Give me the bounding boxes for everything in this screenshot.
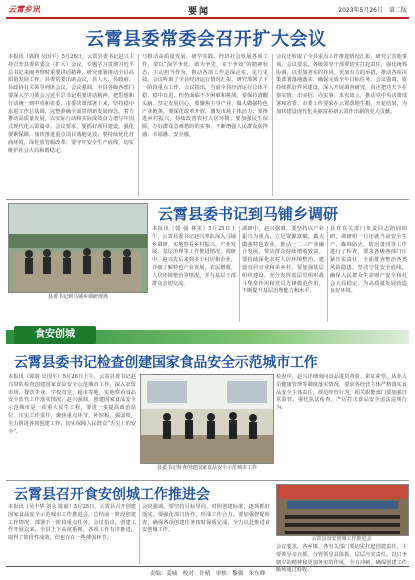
article2-column-1: 本报讯（郭 强 林美）5月25日上午，云霄县委书记赵兴率队深入马铺乡调研，实地察看乡村振兴、产业发展、基层治理等工作推进情况。调研中，赵兴先后来到多个村居和企业，详细了解特色产业发展、农民增收、人居环境整治等情况，并与基层干部群众亲切交流。 [152,226,236,287]
newspaper-brand: 云霄乡讯 [8,5,40,14]
article4-photo-caption: 云霄县食安创城工作推进会 [311,536,372,542]
article3-column-2: 检查中，赵兴详细询问食品进货查验、索证索票、从业人员健康管理等制度落实情况，要求各经营主体严格落实食品安全主体责任，规范经营行为。相关职能部门要加强日常监管，强化执法检查，严厉打击食品安全违法违规行为。 [276,374,407,412]
article4-column-1: 本报讯（吴丰华 刘永 陈丽）5月25日，云霄县召开创建国家食品安全示范城市工作推进会，总结前一阶段创建工作情况，部署下一阶段重点任务。会议指出，创建工作开展以来，全县上下高度重视，各项工作有序推进，取得了阶段性成效，但也存在一些薄弱环节。 [8,504,136,542]
section-banner [6,326,409,346]
article2-column-2: 调研中，赵兴强调，要坚持以产业振兴为重点，立足资源禀赋，做大做强特色农业，推动一二三产业融合发展，带动群众持续增收致富。要持续深化农村人居环境整治，建设宜居宜业和美乡村。要加强基层组织建设，充分发挥基层党组织战斗堡垒作用和党员先锋模范作用，不断提升基层治理能力和水平。 [242,226,324,295]
column-divider [239,226,240,322]
column-divider [138,54,139,196]
page-footer [6,566,409,577]
meeting-hall-photo-illustration [277,485,408,535]
article1-column-3: 会议还听取了全县重点工作推进情况汇报，研究了其他事项。会议要求，各级领导干部要切实扛起责任，强化统筹协调，以更加务实的作风、更加有力的举措，推动各项决策部署落地落实，确保完成全年目标任务。会议强调，要持续抓好作风建设，深入开展调查研究，真正把功夫下在察实情、出实招、办实事、求实效上，推动党中央决策部署和省委、市委工作要求在云霄落地生根、开花结果，为加快建设现代化美丽富裕新云霄作出新的更大贡献。 [276,54,407,115]
section-name: 要闻 [188,7,211,17]
article1-column-2: 与推动高质量发展、研学实践、经济社会发展各项工作，要以“深学争优、敢为争先、实干争效”的精神状态，主动担当作为，推动各项工作走深走实、见行见效。会议听取了全县经济运行情况汇报，研究部署了下一阶段重点工作。会议指出，当前全县经济运行总体平稳、稳中有进，但仍面临不少困难和挑战，要保持清醒头脑，坚定发展信心。要聚焦主导产业，做大做强特色产业链条，要深化改革开放，激发市场主体活力；要推进乡村振兴，持续改善农村人居环境；要加强民生保障，办好群众急难愁盼的实事，不断增强人民群众获得感、幸福感、安全感。 [142,54,268,138]
newspaper-page [6,4,409,576]
issue-date: 2023年5月26日 第二版 [338,7,407,14]
article3-column-1: 本报讯（郭润 吴国平）5月26日上午，云霄县委书记赵兴带队检查创建国家食品安全示范城市工作，深入农贸市场、餐饮企业、学校食堂、超市等地，实地察看食品安全监管工作落实情况。赵兴强调，创建国家食品安全示范城市是一项重大民生工程，要进一步提高政治站位，压实工作责任，聚焦重点环节，补短板、强弱项，全力推进各项创建工作，切实保障人民群众“舌尖上的安全”。 [8,374,136,435]
section-divider [6,199,409,200]
footer-editors: 责编：姜城 校对：许晴 审核：黎强 朱东峰 [149,571,266,577]
article3-photo-caption: 县委书记检查创建国家食品安全示范城市工作 [156,465,257,471]
column-divider [327,226,328,322]
article3-photo [140,374,274,464]
article2-column-3: 县直有关部门负责同志陪同调研。调研组一行还就当前安全生产、森林防火、防汛备汛等工作进行了检查，要求各级各部门压紧压实责任，全面排查整治各类风险隐患，坚决守住安全底线，确保人民群众生命财产安全和社会大局稳定，为高质量发展营造良好环境。 [330,226,407,295]
article3-title: 云霄县委书记检查创建国家食品安全示范城市工作 [14,355,318,371]
section-divider [6,480,409,481]
article2-title: 云霄县委书记到马铺乡调研 [158,205,339,223]
article2-photo [8,203,148,293]
meeting-photo-illustration [9,204,147,292]
article1-column-1: 本报讯（郭润 吴国平）5月26日，云霄县委书记赵兴主持召开县委常委会（扩大）会议，专题学习贯彻习近平总书记来闽考察时重要讲话精神，研究部署推动全县高质量发展工作。县委常委出席会议，县人大、县政府、县政协有关领导列席会议。会议强调，全县各级各部门要深入学习领会习近平总书记重要讲话精神，把思想和行动统一到中央和省委、市委决策部署上来，坚持稳中求进工作总基调，完整准确全面贯彻新发展理念，着力推动高质量发展，以实际行动和实际成效奋力谱写中国式现代化云霄篇章。会议要求，要抓好项目建设，强化要素保障，加快推进重点项目落地见效；要持续优化营商环境，深化放管服改革；要守牢安全生产底线，切实维护社会大局和谐稳定。 [8,54,134,154]
banner-label: 食安创城 [14,326,96,344]
article4-column-3: 会议要求，各乡镇、各有关部门要切实扛起创建责任，主要领导亲自抓、分管领导具体抓，层层压实责任，以只争朝夕的精神和更加务实的作风，全力冲刺，确保创建工作顺利通过验收。 [276,544,407,574]
masthead-rule [6,17,409,19]
column-divider [139,504,140,564]
article4-title: 云霄县召开食安创城工作推进会 [14,487,210,503]
article4-photo [276,484,409,536]
article4-column-2: 会议强调，要坚持目标导向，对照创建标准，逐项抓好落实。要强化部门协作，形成工作合力。要加强督促检查，确保各项创建任务按时保质完成，全力以赴推进食安创城工作。 [142,504,270,534]
article1-title: 云霄县委常委会召开扩大会议 [86,29,327,50]
column-divider [272,54,273,196]
masthead [6,4,409,18]
article2-photo-caption: 县委书记到马铺乡调研现场 [47,294,108,300]
inspection-photo-illustration [141,375,273,463]
